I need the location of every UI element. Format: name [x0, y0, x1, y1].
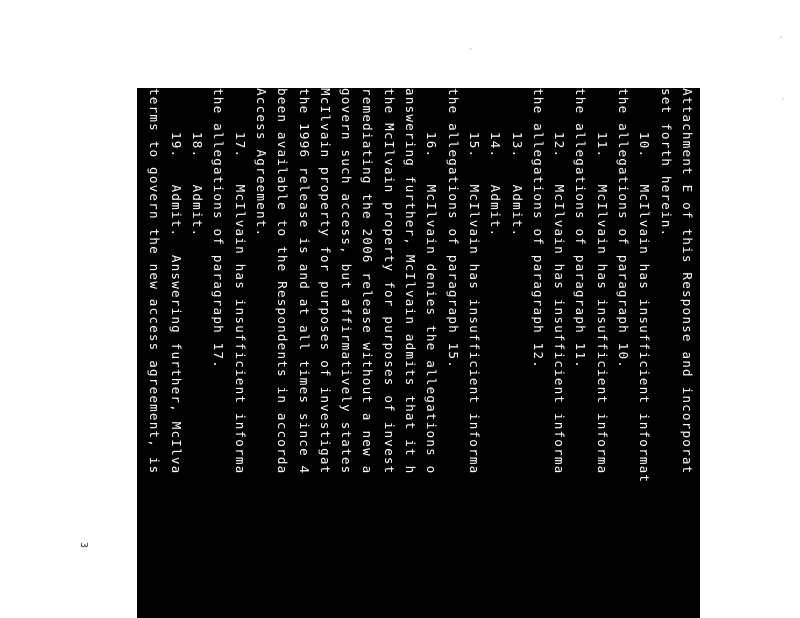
text-line: the allegations of paragraph 12. — [530, 88, 546, 370]
text-line: Access Agreement. — [254, 88, 269, 238]
text-line: the McIlvain property for purposes of invest — [381, 88, 397, 475]
text-line: answering further, McIlvain admits that it h — [403, 88, 419, 475]
text-line: set forth herein. — [658, 88, 674, 238]
text-line: the allegations of paragraph 10. — [616, 88, 632, 370]
text-line: 17. McIlvain has insufficient informa — [232, 88, 248, 475]
text-line: terms to govern the new access agreement, is — [147, 88, 163, 475]
text-line: the 1996 release is and at all times since 4 — [296, 88, 312, 475]
text-line: 12. McIlvain has insufficient informa — [552, 88, 568, 475]
scan-speck — [470, 48, 472, 50]
text-line: 19. Admit. Answering further, McIlva — [168, 88, 184, 475]
text-line: 16. McIlvain denies the allegations o — [424, 88, 440, 475]
text-line: govern such access, but affirmatively states — [339, 88, 355, 475]
text-line: Attachment E of this Response and incorporat — [680, 88, 695, 475]
text-line: the allegations of paragraph 15. — [445, 88, 461, 370]
text-line: 13. Admit. — [509, 88, 525, 238]
text-line: the allegations of paragraph 11. — [573, 88, 589, 370]
rotated-text-body — [137, 88, 700, 618]
scan-speck — [782, 98, 784, 100]
text-line: 14. Admit. — [488, 88, 504, 238]
text-line: 10. McIlvain has insufficient informat — [637, 88, 653, 484]
text-line: 11. McIlvain has insufficient informa — [594, 88, 610, 475]
text-line: the allegations of paragraph 17. — [211, 88, 227, 370]
text-line: 15. McIlvain has insufficient informa — [467, 88, 482, 475]
text-line: been available to the Respondents in accorda — [275, 88, 291, 475]
text-line: McIlvain property for purposes of investigat — [317, 88, 333, 475]
text-line: 18. Admit. — [190, 88, 206, 238]
page-number: 3 — [78, 541, 89, 549]
scan-speck — [780, 36, 782, 38]
inverted-text-block — [137, 88, 700, 618]
text-line: remediating the 2006 release without a new a — [360, 88, 376, 475]
